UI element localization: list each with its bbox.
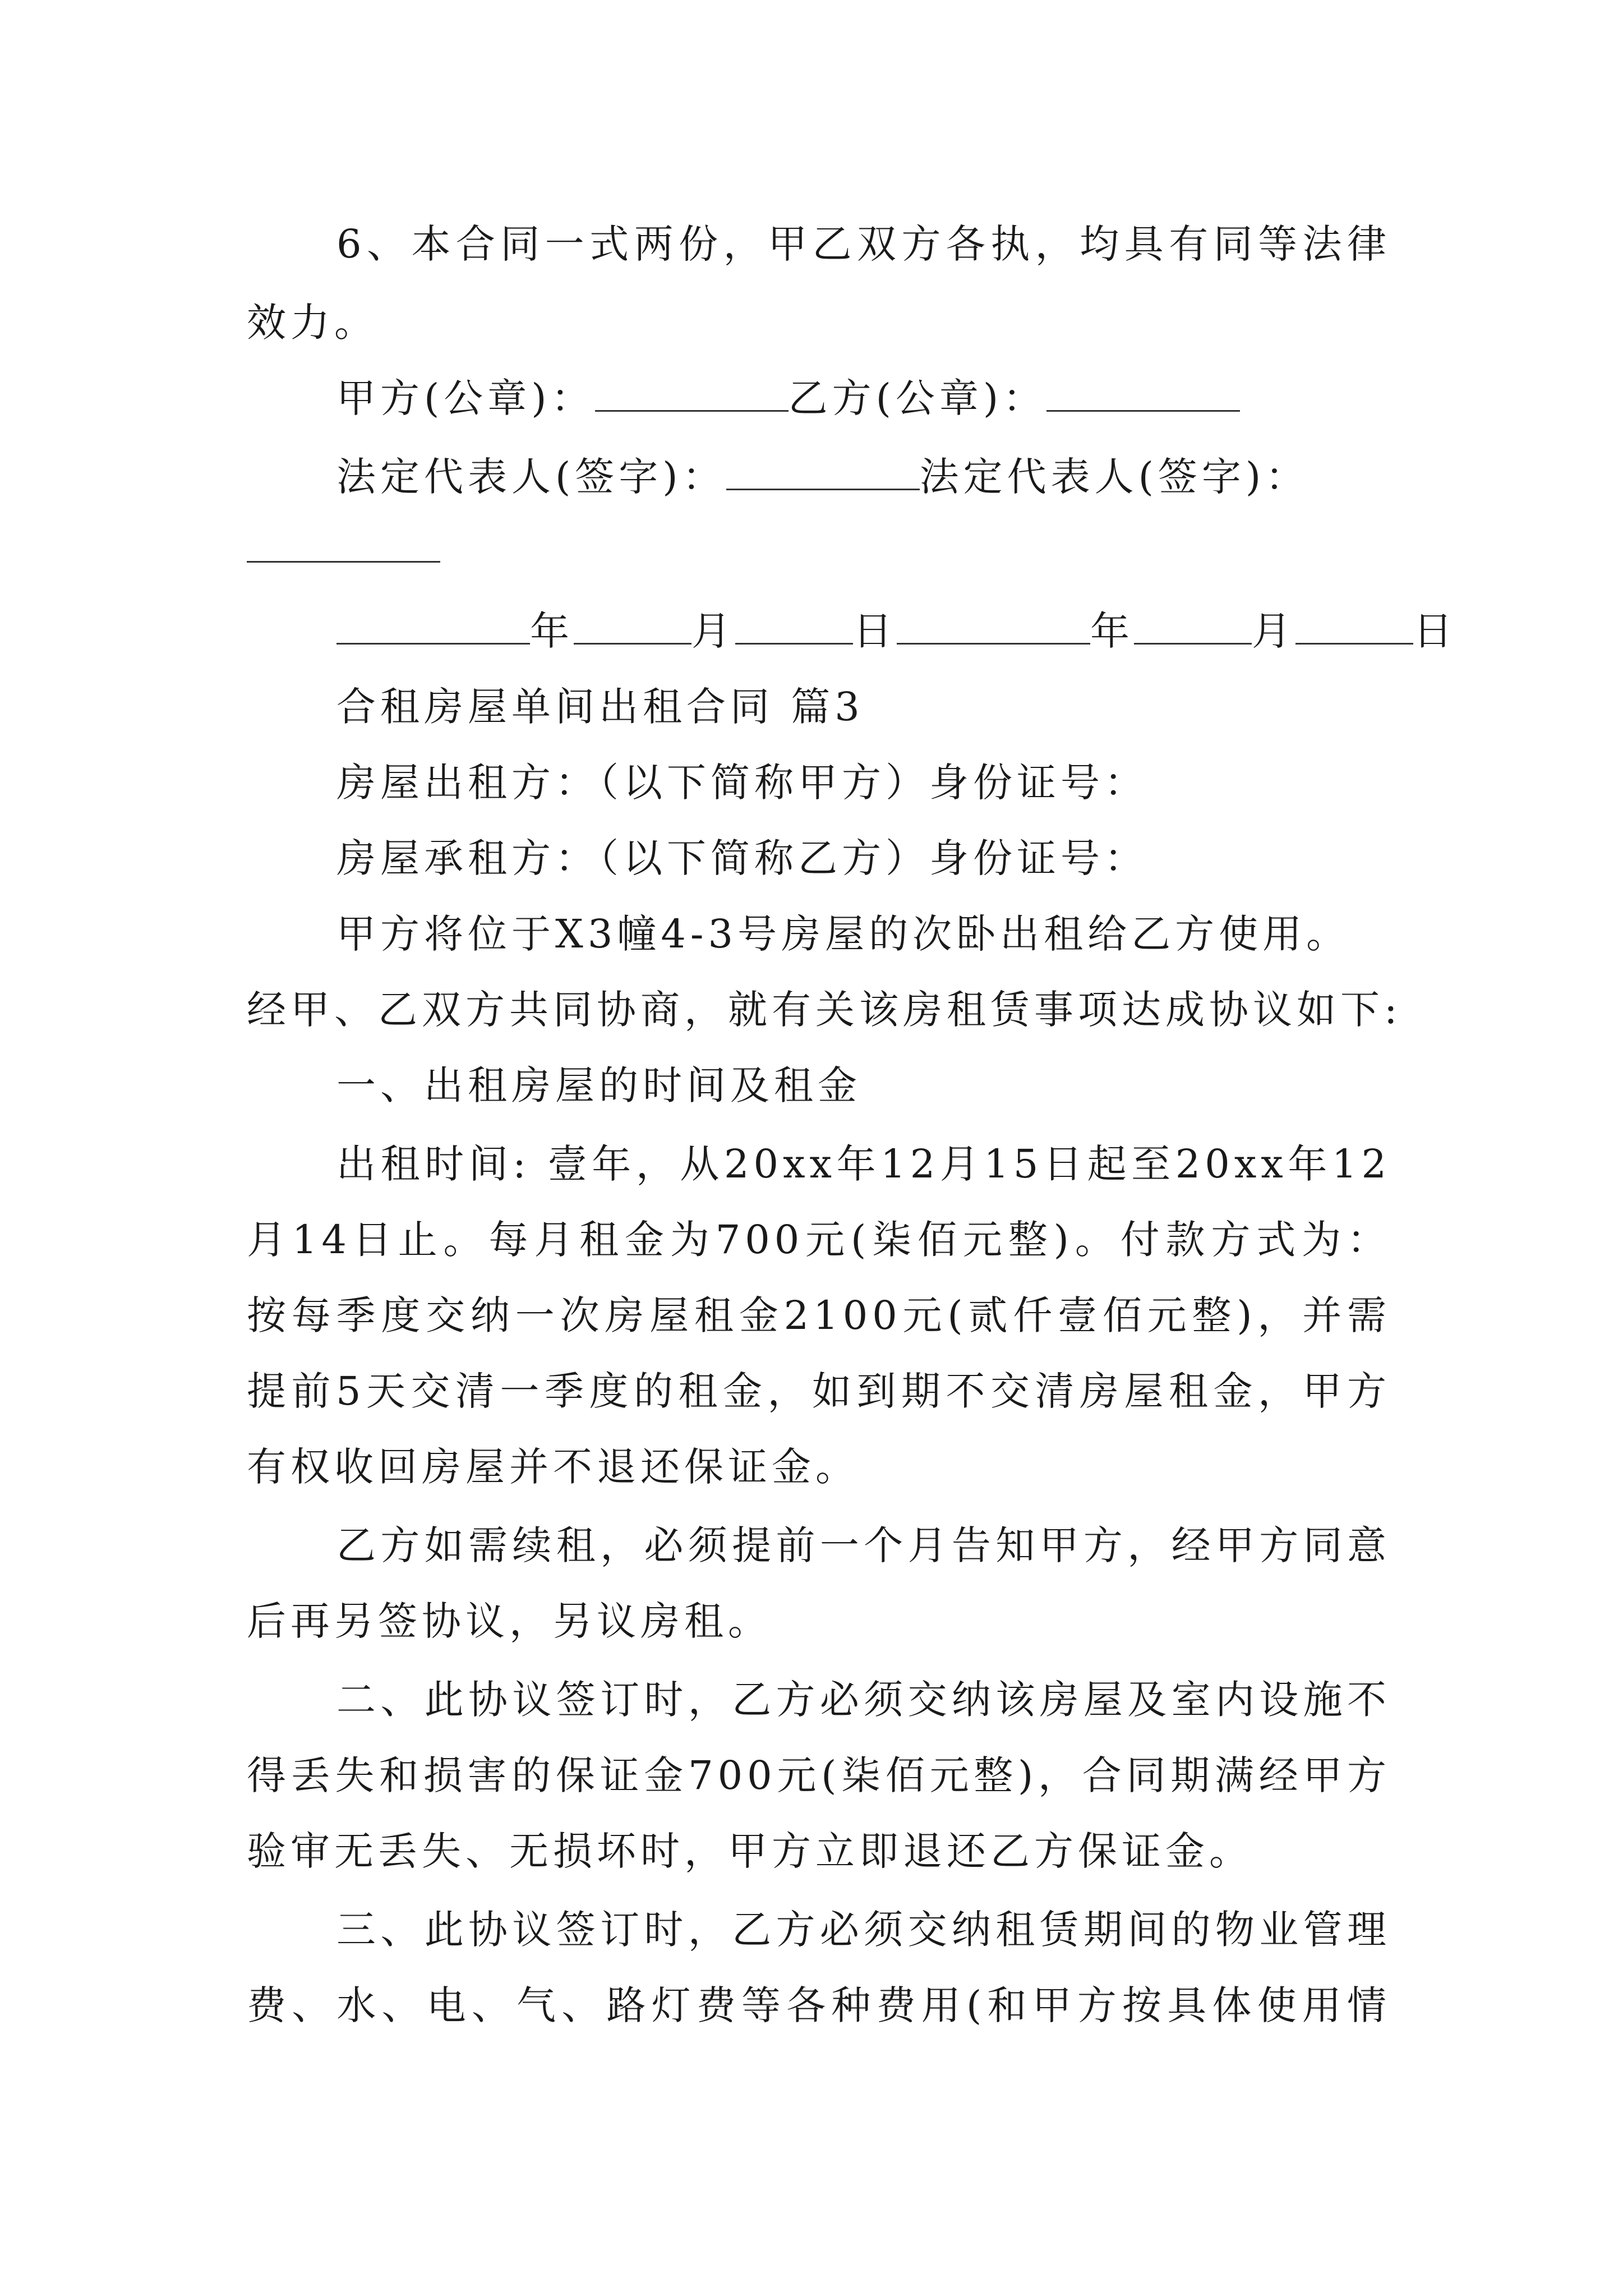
clause-heading: 一、出租房屋的时间及租金 (336, 1062, 861, 1108)
paragraph-line: 验审无丢失、无损坏时，甲方立即退还乙方保证金。 (247, 1828, 1253, 1874)
party-b-seal-blank (1046, 375, 1240, 412)
paragraph-line: 按每季度交纳一次房屋租金2100元(贰仟壹佰元整)，并需 (247, 1292, 1391, 1338)
rep-a-blank (726, 454, 920, 490)
paragraph-line: 出租时间: 壹年，从20xx年12月15日起至20xx年12 (336, 1141, 1391, 1187)
paragraph-line: 三、此协议签订时，乙方必须交纳租赁期间的物业管理 (336, 1907, 1391, 1953)
section-title: 合租房屋单间出租合同 篇3 (336, 684, 864, 730)
day-a-label: 日 (853, 608, 897, 654)
party-b-seal-label: 乙方(公章)： (788, 375, 1047, 421)
paragraph-line: 二、此协议签订时，乙方必须交纳该房屋及室内设施不 (336, 1677, 1391, 1723)
paragraph-line: 提前5天交清一季度的租金，如到期不交清房屋租金，甲方 (247, 1368, 1391, 1414)
day-b-blank (1295, 608, 1413, 645)
month-a-label: 月 (691, 608, 735, 654)
paragraph-line: 后再另签协议，另议房租。 (247, 1598, 772, 1644)
lessee-line: 房屋承租方：（以下简称乙方）身份证号： (336, 835, 1148, 881)
party-a-seal-label: 甲方(公章)： (336, 375, 595, 421)
paragraph-line: 乙方如需续租，必须提前一个月告知甲方，经甲方同意 (336, 1522, 1391, 1568)
rep-b-blank (247, 561, 440, 563)
year-b-blank (897, 608, 1090, 645)
representative-line (336, 449, 1391, 505)
party-a-seal-blank (595, 375, 789, 412)
paragraph-line: 有权收回房屋并不退还保证金。 (247, 1444, 859, 1490)
paragraph-line: 效力。 (247, 300, 378, 346)
year-b-label: 年 (1090, 608, 1134, 654)
paragraph-line: 费、水、电、气、路灯费等各种费用(和甲方按具体使用情 (247, 1982, 1391, 2028)
rep-a-label: 法定代表人(签字)： (336, 454, 726, 500)
seal-line (336, 370, 1391, 426)
lessor-line: 房屋出租方：（以下简称甲方）身份证号： (336, 760, 1148, 806)
month-a-blank (574, 608, 691, 645)
paragraph-line: 甲方将位于X3幢4-3号房屋的次卧出租给乙方使用。 (336, 911, 1350, 957)
month-b-label: 月 (1252, 608, 1295, 654)
year-a-blank (336, 608, 530, 645)
date-line (336, 603, 1457, 659)
rep-b-label: 法定代表人(签字)： (919, 454, 1310, 500)
paragraph-line: 得丢失和损害的保证金700元(柒佰元整)，合同期满经甲方 (247, 1752, 1391, 1798)
month-b-blank (1134, 608, 1252, 645)
paragraph-line: 月14日止。每月租金为700元(柒佰元整)。付款方式为： (247, 1217, 1391, 1263)
day-a-blank (735, 608, 853, 645)
year-a-label: 年 (530, 608, 574, 654)
paragraph-line: 经甲、乙双方共同协商，就有关该房租赁事项达成协议如下: (247, 987, 1402, 1033)
paragraph-line: 6、本合同一式两份，甲乙双方各执，均具有同等法律 (336, 221, 1391, 267)
day-b-label: 日 (1413, 608, 1457, 654)
